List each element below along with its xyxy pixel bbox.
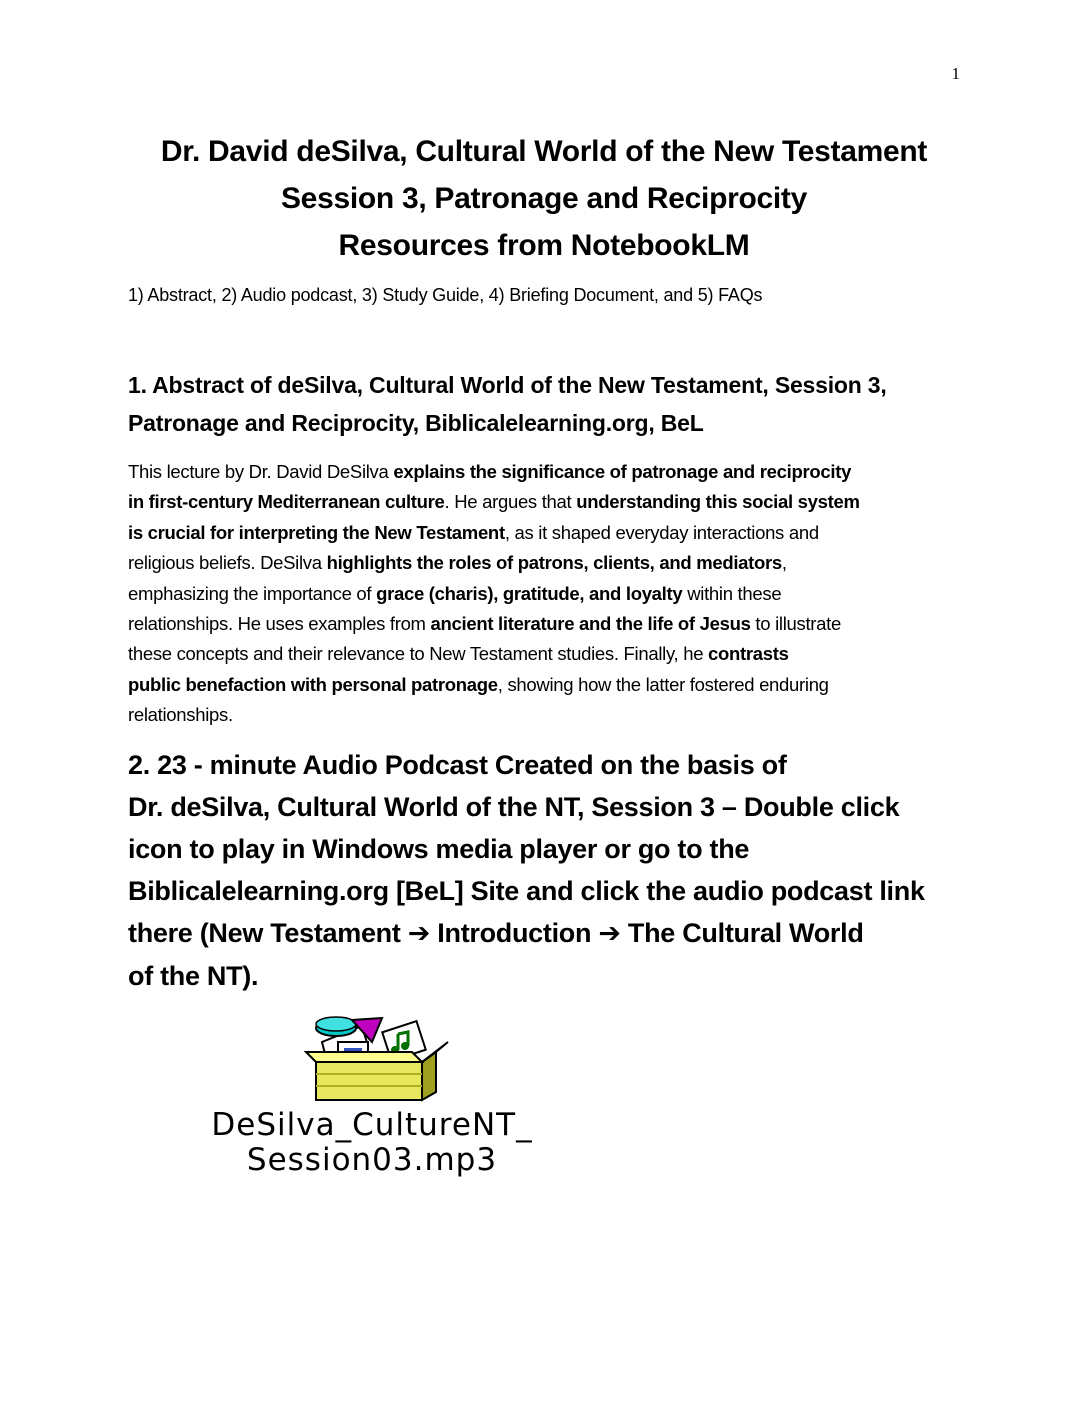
section-1-heading-line-1: 1. Abstract of deSilva, Cultural World of the New Testament, Session 3, bbox=[128, 372, 887, 398]
abstract-text: , showing how the latter fostered enduring bbox=[497, 673, 829, 695]
nav-text-introduction: Introduction bbox=[430, 918, 599, 948]
abstract-text: relationships. He uses examples from bbox=[128, 613, 431, 635]
nav-text-cultural-world: The Cultural World bbox=[620, 918, 864, 948]
section-2-line-3: icon to play in Windows media player or go to the bbox=[128, 834, 750, 864]
abstract-text: , as it shaped everyday interactions and bbox=[504, 521, 819, 543]
title-line-2: Session 3, Patronage and Reciprocity bbox=[280, 182, 808, 215]
contents-line: 1) Abstract, 2) Audio podcast, 3) Study Guide, 4) Briefing Document, and 5) FAQs bbox=[128, 285, 763, 305]
abstract-line bbox=[128, 518, 968, 548]
section-2-heading bbox=[128, 744, 978, 997]
abstract-text: to illustrate bbox=[750, 613, 841, 635]
abstract-bold-text: contrasts bbox=[708, 643, 789, 665]
abstract-line bbox=[128, 639, 968, 669]
abstract-text: emphasizing the importance of bbox=[128, 582, 377, 604]
abstract-line bbox=[128, 670, 968, 700]
package-icon[interactable] bbox=[302, 1012, 452, 1102]
filename-line-1: DeSilva_CultureNT_ bbox=[211, 1107, 533, 1143]
document-title bbox=[0, 128, 1088, 269]
abstract-bold-text: understanding this social system bbox=[576, 491, 860, 513]
abstract-line bbox=[128, 700, 968, 730]
section-2-line-5 bbox=[128, 912, 978, 955]
abstract-bold-text: grace (charis), gratitude, and loyalty bbox=[376, 582, 683, 604]
abstract-text: . He argues that bbox=[444, 491, 577, 513]
abstract-text: religious beliefs. DeSilva bbox=[128, 552, 327, 574]
abstract-line bbox=[128, 457, 968, 487]
abstract-paragraph bbox=[128, 457, 968, 731]
abstract-bold-text: explains the significance of patronage and reciprocity bbox=[393, 461, 852, 482]
nav-text-new-testament: there (New Testament bbox=[128, 918, 408, 948]
abstract-line bbox=[128, 487, 968, 517]
section-2-line-6: of the NT). bbox=[128, 961, 259, 991]
audio-attachment[interactable] bbox=[132, 1012, 612, 1182]
abstract-line bbox=[128, 548, 968, 578]
section-1-heading-line-2: Patronage and Reciprocity, Biblicalelearning.org, BeL bbox=[128, 410, 704, 436]
abstract-text: This lecture by Dr. David DeSilva bbox=[128, 461, 394, 482]
attachment-filename[interactable] bbox=[132, 1108, 612, 1178]
abstract-bold-text: highlights the roles of patrons, clients, and mediators bbox=[326, 552, 782, 574]
abstract-line bbox=[128, 579, 968, 609]
abstract-bold-text: ancient literature and the life of Jesus bbox=[430, 613, 751, 635]
section-2-line-4: Biblicalelearning.org [BeL] Site and click the audio podcast link bbox=[128, 876, 925, 906]
section-2-line-1: 2. 23 - minute Audio Podcast Created on the basis of bbox=[128, 750, 787, 780]
abstract-bold-text: is crucial for interpreting the New Testament bbox=[128, 521, 505, 543]
arrow-right-icon: ➔ bbox=[598, 918, 621, 949]
abstract-bold-text: in first-century Mediterranean culture bbox=[128, 491, 445, 513]
title-line-1: Dr. David deSilva, Cultural World of the New Testament bbox=[160, 135, 928, 168]
arrow-right-icon: ➔ bbox=[407, 918, 431, 949]
section-1-heading bbox=[128, 366, 978, 442]
abstract-text: , bbox=[781, 552, 787, 574]
filename-line-2: Session03.mp3 bbox=[246, 1142, 498, 1178]
section-2-line-2: Dr. deSilva, Cultural World of the NT, Session 3 – Double click bbox=[128, 792, 900, 822]
page-number: 1 bbox=[951, 64, 960, 83]
title-line-3: Resources from NotebookLM bbox=[338, 229, 750, 262]
abstract-text: within these bbox=[682, 582, 782, 604]
abstract-line bbox=[128, 609, 968, 639]
abstract-bold-text: public benefaction with personal patronage bbox=[128, 673, 498, 695]
abstract-text: relationships. bbox=[128, 704, 233, 726]
abstract-text: these concepts and their relevance to New Testament studies. Finally, he bbox=[128, 643, 709, 665]
